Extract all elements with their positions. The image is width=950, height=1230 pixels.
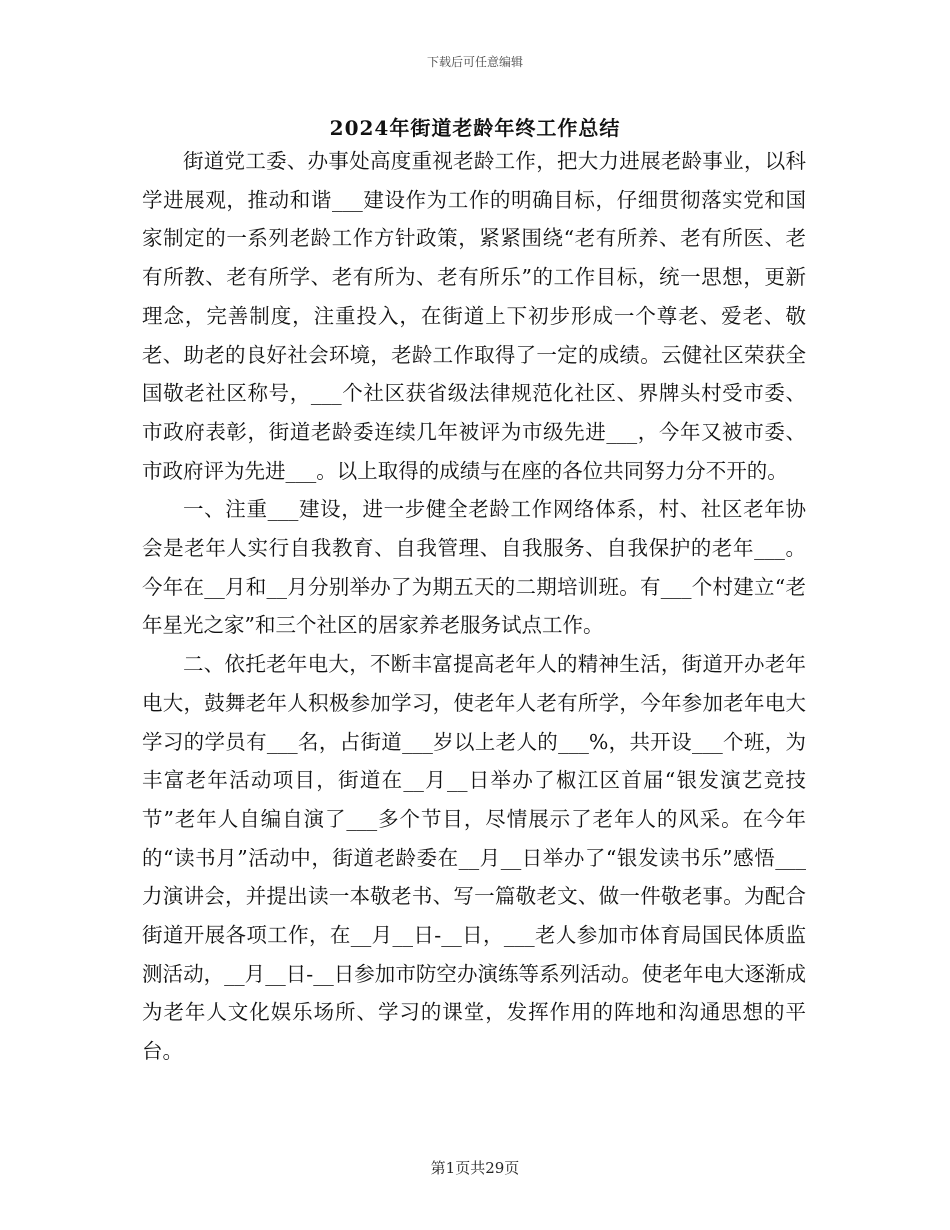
page-number: 第1页共29页 [430,1159,520,1177]
paragraph-section-1: 一、注重___建设，进一步健全老龄工作网络体系，村、社区老年协会是老年人实行自我教育、自我管理、自我服务、自我保护的老年___。今年在__月和__月分别举办了为期五天的二期培训班。有___个村建立“老年星光之家”和三个社区的居家养老服务试点工作。 [142,497,806,638]
paragraph-intro: 街道党工委、办事处高度重视老龄工作，把大力进展老龄事业，以科学进展观，推动和谐___建设作为工作的明确目标，仔细贯彻落实党和国家制定的一系列老龄工作方针政策，紧紧围绕“老有所养、老有所医、老有所教、老有所学、老有所为、老有所乐”的工作目标，统一思想，更新理念，完善制度，注重投入，在街道上下初步形成一个尊老、爱老、敬老、助老的良好社会环境，老龄工作取得了一定的成绩。云健社区荣获全国敬老社区称号，___个社区获省级法律规范化社区、界牌头村受市委、市政府表彰，街道老龄委连续几年被评为市级先进___，今年又被市委、市政府评为先进___。以上取得的成绩与在座的各位共同努力分不开的。 [142,149,806,483]
document-body [142,142,806,1071]
page-header-note: 下载后可任意编辑 [426,55,523,69]
paragraph-section-2: 二、依托老年电大，不断丰富提高老年人的精神生活，街道开办老年电大，鼓舞老年人积极参加学习，使老年人老有所学，今年参加老年电大学习的学员有___名，占街道___岁以上老人的___%，共开设___个班，为丰富老年活动项目，街道在__月__日举办了椒江区首届“银发演艺竞技节”老年人自编自演了___多个节目，尽情展示了老年人的风采。在今年的“读书月”活动中，街道老龄委在__月__日举办了“银发读书乐”感悟___力演讲会，并提出读一本敬老书、写一篇敬老文、做一件敬老事。为配合街道开展各项工作，在__月__日-__日，___老人参加市体育局国民体质监测活动，__月__日-__日参加市防空办演练等系列活动。使老年电大逐渐成为老年人文化娱乐场所、学习的课堂，发挥作用的阵地和沟通思想的平台。 [142,652,806,1064]
document-title: 2024年街道老龄年终工作总结 [329,116,621,140]
